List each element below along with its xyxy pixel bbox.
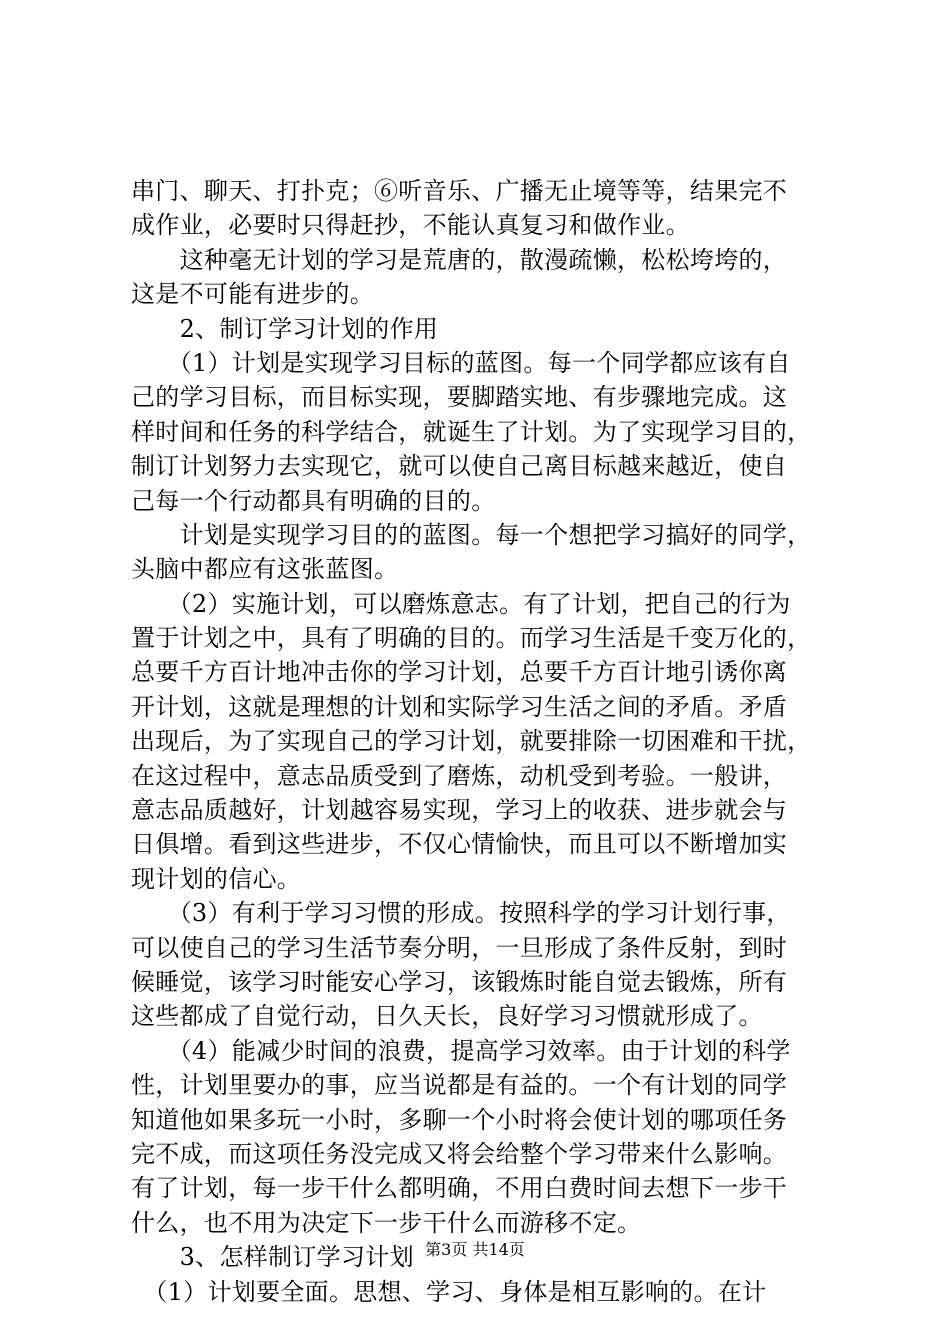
page-footer: 第3页 共14页: [425, 1240, 525, 1259]
text-line: 完不成，而这项任务没完成又将会给整个学习带来什么影响。: [131, 1139, 788, 1168]
text-line: 制订计划努力去实现它，就可以使自己离目标越来越近，使自: [131, 452, 788, 481]
text-line: 这种毫无计划的学习是荒唐的，散漫疏懒，松松垮垮的，: [131, 245, 788, 274]
text-line: 己的学习目标，而目标实现，要脚踏实地、有步骤地完成。这: [131, 383, 788, 412]
text-line: 己每一个行动都具有明确的目的。: [131, 486, 496, 515]
text-line: （1）计划要全面。思想、学习、身体是相互影响的。在计: [131, 1277, 767, 1306]
text-line: 串门、聊天、打扑克；⑥听音乐、广播无止境等等，结果完不: [131, 177, 788, 205]
text-line: 2、制订学习计划的作用: [131, 314, 439, 343]
text-line: 这些都成了自觉行动，日久天长，良好学习习惯就形成了。: [131, 1002, 763, 1031]
text-line: 这是不可能有进步的。: [131, 280, 374, 309]
text-line: 计划是实现学习目的的蓝图。每一个想把学习搞好的同学，: [131, 520, 812, 549]
text-line: （2）实施计划，可以磨炼意志。有了计划，把自己的行为: [131, 589, 791, 618]
text-line: 候睡觉，该学习时能安心学习，该锻炼时能自觉去锻炼，所有: [131, 967, 788, 996]
text-line: 现计划的信心。: [131, 864, 302, 893]
text-line: 性，计划里要办的事，应当说都是有益的。一个有计划的同学: [131, 1071, 788, 1100]
text-line: 有了计划，每一步干什么都明确，不用白费时间去想下一步干: [131, 1174, 788, 1203]
document-body: [131, 174, 831, 1309]
text-line: （3）有利于学习习惯的形成。按照科学的学习计划行事，: [131, 899, 791, 928]
text-line: 在这过程中，意志品质受到了磨炼，动机受到考验。一般讲，: [131, 761, 788, 790]
text-line: 样时间和任务的科学结合，就诞生了计划。为了实现学习目的，: [131, 417, 812, 446]
text-line: 知道他如果多玩一小时，多聊一个小时将会使计划的哪项任务: [131, 1105, 788, 1134]
text-line: 头脑中都应有这张蓝图。: [131, 555, 399, 584]
text-line: 意志品质越好，计划越容易实现，学习上的收获、进步就会与: [131, 796, 788, 825]
text-line: 3、怎样制订学习计划: [131, 1243, 414, 1272]
text-line: 成作业，必要时只得赶抄，不能认真复习和做作业。: [131, 211, 690, 240]
text-line: 总要千方百计地冲击你的学习计划，总要千方百计地引诱你离: [131, 658, 788, 687]
text-line: 开计划，这就是理想的计划和实际学习生活之间的矛盾。矛盾: [131, 692, 788, 721]
text-line: 可以使自己的学习生活节奏分明，一旦形成了条件反射，到时: [131, 933, 788, 962]
text-line: 出现后，为了实现自己的学习计划，就要排除一切困难和干扰，: [131, 727, 812, 756]
text-line: 日俱增。看到这些进步，不仅心情愉快，而且可以不断增加实: [131, 830, 788, 859]
text-line: 置于计划之中，具有了明确的目的。而学习生活是千变万化的，: [131, 624, 812, 653]
text-line: （4）能减少时间的浪费，提高学习效率。由于计划的科学: [131, 1036, 791, 1065]
text-line: 什么，也不用为决定下一步干什么而游移不定。: [131, 1208, 642, 1237]
text-line: （1）计划是实现学习目标的蓝图。每一个同学都应该有自: [131, 348, 791, 377]
